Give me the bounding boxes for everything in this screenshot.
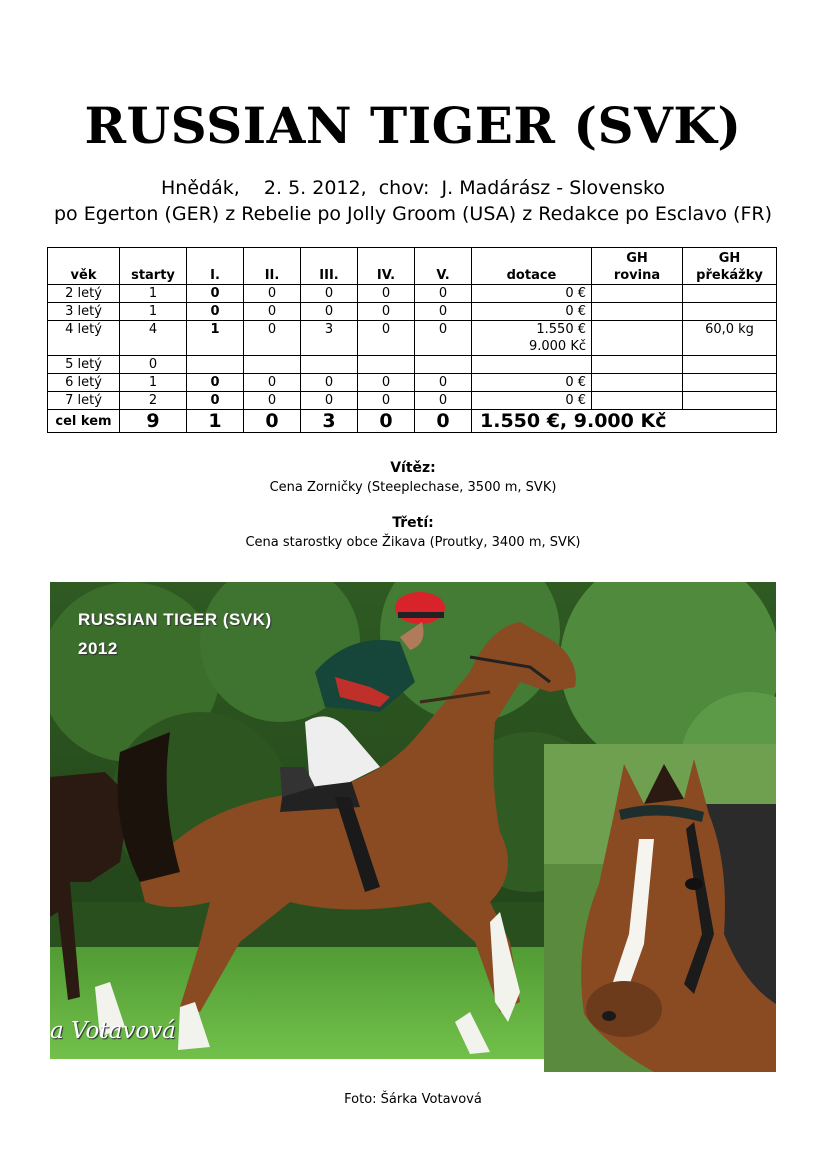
- total-fifth: 0: [415, 410, 472, 433]
- col-header-prize-money: dotace: [472, 248, 592, 285]
- cell-gh-flat: [592, 374, 683, 392]
- photo-caption-name: RUSSIAN TIGER (SVK): [78, 610, 272, 629]
- cell-fifth: 0: [415, 374, 472, 392]
- cell-second: 0: [244, 321, 301, 356]
- prize-money-eur: 0 €: [565, 393, 586, 408]
- cell-gh-jumps: [683, 392, 777, 410]
- col-header-gh-flat: GH rovina: [592, 248, 683, 285]
- race-statistics-table: [47, 247, 777, 433]
- cell-gh-flat: [592, 392, 683, 410]
- total-label: cel kem: [48, 410, 120, 433]
- cell-third: [301, 356, 358, 374]
- cell-fourth: 0: [358, 303, 415, 321]
- cell-age: 5 letý: [48, 356, 120, 374]
- prize-money-eur: 0 €: [565, 304, 586, 319]
- table-row: [48, 392, 777, 410]
- cell-fifth: 0: [415, 392, 472, 410]
- cell-starts: 2: [120, 392, 187, 410]
- cell-fifth: [415, 356, 472, 374]
- cell-prize-money: [472, 303, 592, 321]
- col-header-age: věk: [48, 248, 120, 285]
- photographer-watermark: a Votavová: [50, 1018, 176, 1044]
- horse-head-illustration: [544, 744, 776, 1072]
- winner-race: Cena Zorničky (Steeplechase, 3500 m, SVK): [269, 480, 557, 495]
- cell-first: 1: [187, 321, 244, 356]
- cell-first: 0: [187, 374, 244, 392]
- cell-third: 3: [301, 321, 358, 356]
- cell-prize-money: [472, 321, 592, 356]
- cell-fifth: 0: [415, 285, 472, 303]
- cell-fourth: 0: [358, 374, 415, 392]
- cell-age: 4 letý: [48, 321, 120, 356]
- col-header-first: I.: [187, 248, 244, 285]
- cell-starts: 1: [120, 303, 187, 321]
- cell-age: 7 letý: [48, 392, 120, 410]
- third-race: Cena starostky obce Žikava (Proutky, 3400 m, SVK): [245, 535, 581, 550]
- total-starts: 9: [120, 410, 187, 433]
- total-first: 1: [187, 410, 244, 433]
- cell-prize-money: [472, 374, 592, 392]
- cell-gh-jumps: [683, 285, 777, 303]
- cell-third: 0: [301, 392, 358, 410]
- cell-third: 0: [301, 374, 358, 392]
- table-row: [48, 374, 777, 392]
- cell-prize-money: [472, 356, 592, 374]
- cell-first: 0: [187, 392, 244, 410]
- cell-starts: 1: [120, 285, 187, 303]
- total-fourth: 0: [358, 410, 415, 433]
- cell-second: 0: [244, 285, 301, 303]
- horse-head-photo: [544, 744, 776, 1072]
- cell-gh-jumps: 60,0 kg: [683, 321, 777, 356]
- cell-fourth: [358, 356, 415, 374]
- col-header-third: III.: [301, 248, 358, 285]
- cell-gh-flat: [592, 356, 683, 374]
- col-header-gh-jumps: GH překážky: [683, 248, 777, 285]
- cell-prize-money: [472, 392, 592, 410]
- cell-age: 3 letý: [48, 303, 120, 321]
- cell-starts: 1: [120, 374, 187, 392]
- cell-fourth: 0: [358, 392, 415, 410]
- cell-starts: 0: [120, 356, 187, 374]
- cell-second: 0: [244, 303, 301, 321]
- col-header-second: II.: [244, 248, 301, 285]
- winner-heading: Vítěz:: [390, 460, 436, 476]
- prize-money-czk: 9.000 Kč: [528, 339, 586, 354]
- cell-prize-money: [472, 285, 592, 303]
- cell-fourth: 0: [358, 285, 415, 303]
- cell-fifth: 0: [415, 321, 472, 356]
- prize-money-eur: 0 €: [565, 375, 586, 390]
- cell-first: 0: [187, 285, 244, 303]
- cell-second: 0: [244, 392, 301, 410]
- total-third: 3: [301, 410, 358, 433]
- prize-money-eur: 0 €: [565, 286, 586, 301]
- cell-first: [187, 356, 244, 374]
- table-row: [48, 321, 777, 356]
- cell-second: 0: [244, 374, 301, 392]
- cell-gh-jumps: [683, 374, 777, 392]
- cell-gh-flat: [592, 321, 683, 356]
- photo-credit: Foto: Šárka Votavová: [344, 1092, 482, 1107]
- horse-name-title: RUSSIAN TIGER (SVK): [84, 96, 742, 155]
- cell-starts: 4: [120, 321, 187, 356]
- cell-age: 2 letý: [48, 285, 120, 303]
- pedigree-line: po Egerton (GER) z Rebelie po Jolly Groom (USA) z Redakce po Esclavo (FR): [53, 203, 772, 225]
- photo-caption-year: 2012: [78, 639, 118, 658]
- cell-second: [244, 356, 301, 374]
- cell-fifth: 0: [415, 303, 472, 321]
- cell-first: 0: [187, 303, 244, 321]
- total-second: 0: [244, 410, 301, 433]
- table-total-row: [48, 410, 777, 433]
- table-row: [48, 356, 777, 374]
- table-row: [48, 303, 777, 321]
- table-row: [48, 285, 777, 303]
- col-header-fourth: IV.: [358, 248, 415, 285]
- col-header-starts: starty: [120, 248, 187, 285]
- prize-money-eur: 1.550 €: [536, 322, 586, 337]
- cell-gh-jumps: [683, 356, 777, 374]
- cell-age: 6 letý: [48, 374, 120, 392]
- cell-third: 0: [301, 303, 358, 321]
- cell-gh-flat: [592, 285, 683, 303]
- horse-info-line: Hnědák, 2. 5. 2012, chov: J. Madárász - Slovensko: [160, 177, 665, 199]
- third-heading: Třetí:: [392, 515, 434, 531]
- cell-third: 0: [301, 285, 358, 303]
- cell-gh-flat: [592, 303, 683, 321]
- cell-gh-jumps: [683, 303, 777, 321]
- col-header-fifth: V.: [415, 248, 472, 285]
- cell-fourth: 0: [358, 321, 415, 356]
- total-prize-money: 1.550 €, 9.000 Kč: [472, 410, 777, 433]
- table-header-row: [48, 248, 777, 285]
